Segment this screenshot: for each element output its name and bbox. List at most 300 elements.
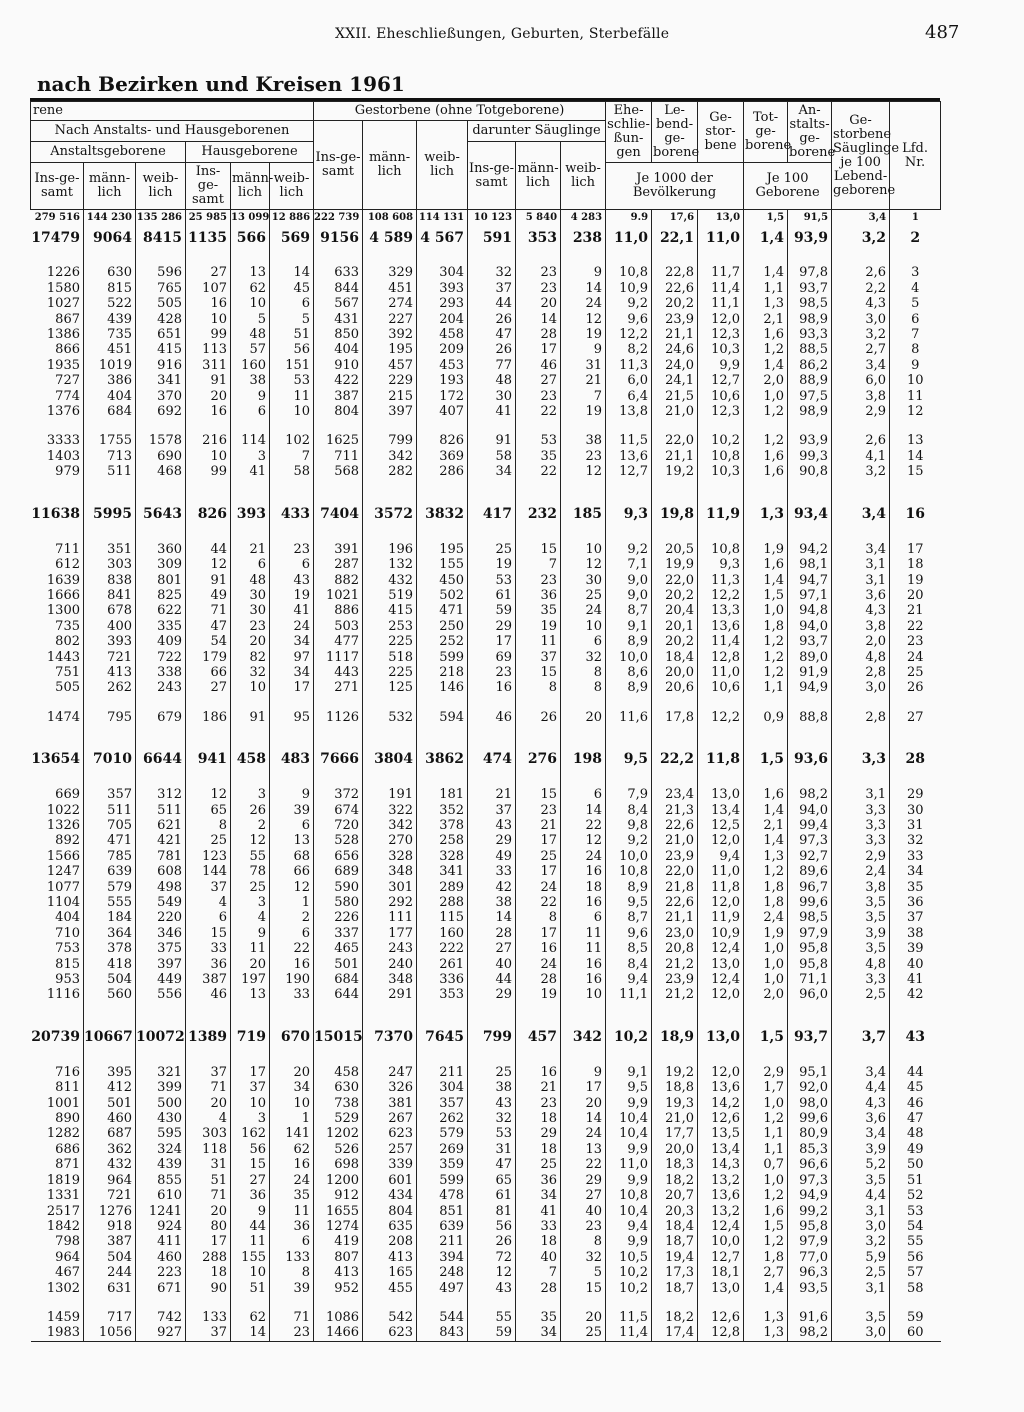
table-cell: 41 bbox=[516, 1204, 561, 1219]
table-cell: 36 bbox=[890, 895, 941, 910]
table-cell: 125 bbox=[363, 680, 417, 695]
table-cell: 579 bbox=[417, 1126, 468, 1141]
table-cell: 218 bbox=[417, 665, 468, 680]
table-cell bbox=[136, 725, 186, 747]
table-cell: 9,6 bbox=[606, 926, 652, 941]
table-cell: 9,9 bbox=[606, 1142, 652, 1157]
header-gestorbene: Gestorbene (ohne Totgeborene) bbox=[314, 102, 606, 121]
table-cell: 1,2 bbox=[744, 404, 788, 419]
table-cell: 1226 bbox=[46, 265, 80, 281]
table-cell: 151 bbox=[270, 358, 314, 373]
table-cell: 26 bbox=[468, 312, 516, 327]
table-cell bbox=[698, 419, 744, 433]
table-cell: 432 bbox=[84, 1157, 136, 1172]
table-cell: 11 bbox=[231, 941, 270, 956]
table-cell: 504 bbox=[84, 1250, 136, 1265]
table-cell: 2,1 bbox=[744, 312, 788, 327]
table-cell: 270 bbox=[363, 833, 417, 848]
table-cell: 3,5 bbox=[832, 1173, 890, 1188]
table-cell: 21,2 bbox=[652, 957, 698, 972]
table-cell: 71 bbox=[186, 603, 231, 618]
table-cell: 1,8 bbox=[744, 1250, 788, 1265]
table-cell: 608 bbox=[136, 864, 186, 879]
table-cell bbox=[31, 725, 84, 747]
table-cell: 114 131 bbox=[417, 210, 468, 226]
table-cell: 16 bbox=[561, 957, 606, 972]
table-cell: 8,4 bbox=[606, 803, 652, 818]
table-cell: 33 bbox=[270, 987, 314, 1002]
table-cell: 28 bbox=[468, 926, 516, 941]
table-cell: 18 bbox=[890, 557, 941, 572]
table-cell: 98,1 bbox=[788, 557, 832, 572]
table-cell: 36 bbox=[270, 1219, 314, 1234]
table-cell: 13 bbox=[561, 1142, 606, 1157]
table-cell: 25 bbox=[516, 849, 561, 864]
table-cell: 247 bbox=[363, 1065, 417, 1080]
table-cell: 651 bbox=[136, 327, 186, 342]
table-cell: 12 bbox=[186, 787, 231, 802]
table-cell bbox=[314, 528, 363, 542]
table-cell: 20 bbox=[186, 1204, 231, 1219]
table-cell bbox=[231, 419, 270, 433]
table-cell: 10,0 bbox=[698, 1234, 744, 1249]
header-gest-maennlich: männ-lich bbox=[363, 121, 417, 210]
table-cell bbox=[417, 773, 468, 787]
table-cell: 1,4 bbox=[744, 833, 788, 848]
table-cell: 47 bbox=[468, 327, 516, 342]
table-cell: 2,9 bbox=[744, 1065, 788, 1080]
table-cell bbox=[744, 696, 788, 710]
table-cell: 18 bbox=[516, 1142, 561, 1157]
table-cell bbox=[788, 773, 832, 787]
table-cell: 35 bbox=[516, 1310, 561, 1325]
table-cell: 3,0 bbox=[832, 312, 890, 327]
table-cell: 11 bbox=[231, 1234, 270, 1249]
table-cell: 6 bbox=[231, 404, 270, 419]
table-cell bbox=[270, 696, 314, 710]
table-cell: 328 bbox=[363, 849, 417, 864]
table-cell: 22 bbox=[516, 464, 561, 479]
table-cell: 311 bbox=[186, 358, 231, 373]
table-cell bbox=[832, 725, 890, 747]
table-cell: 1,8 bbox=[744, 619, 788, 634]
table-cell: 3,4 bbox=[832, 1126, 890, 1141]
table-cell: 595 bbox=[136, 1126, 186, 1141]
table-cell: 9,4 bbox=[606, 1219, 652, 1234]
table-cell: 10,3 bbox=[698, 464, 744, 479]
table-cell: 826 bbox=[186, 502, 231, 528]
table-cell: 1,0 bbox=[744, 957, 788, 972]
table-cell: 12,6 bbox=[698, 1111, 744, 1126]
table-cell: 678 bbox=[84, 603, 136, 618]
table-row bbox=[31, 480, 941, 502]
table-cell: 3,2 bbox=[832, 1234, 890, 1249]
table-cell: 269 bbox=[417, 1142, 468, 1157]
table-cell: 3,2 bbox=[832, 464, 890, 479]
table-cell: 26 bbox=[516, 710, 561, 725]
table-header bbox=[31, 102, 941, 210]
table-cell bbox=[136, 696, 186, 710]
table-cell bbox=[136, 1003, 186, 1025]
table-cell: 386 bbox=[84, 373, 136, 388]
table-cell: 8,4 bbox=[606, 957, 652, 972]
table-cell: 357 bbox=[417, 1096, 468, 1111]
table-cell: 31 bbox=[186, 1157, 231, 1172]
table-cell: 282 bbox=[363, 464, 417, 479]
table-cell: 721 bbox=[84, 650, 136, 665]
table-cell: 288 bbox=[417, 895, 468, 910]
table-cell: 20 bbox=[561, 1310, 606, 1325]
table-cell: 916 bbox=[136, 358, 186, 373]
table-cell: 1625 bbox=[314, 433, 363, 448]
table-cell: 37 bbox=[186, 880, 231, 895]
table-cell: 198 bbox=[561, 747, 606, 773]
table-cell: 94,0 bbox=[788, 803, 832, 818]
table-cell: 25 bbox=[468, 542, 516, 557]
table-cell bbox=[231, 696, 270, 710]
table-cell: 9,2 bbox=[606, 296, 652, 311]
table-cell: 56 bbox=[468, 1219, 516, 1234]
table-cell: 738 bbox=[314, 1096, 363, 1111]
table-cell: 18,4 bbox=[652, 1219, 698, 1234]
table-cell: 16 bbox=[561, 864, 606, 879]
table-cell bbox=[31, 419, 84, 433]
table-cell: 1 bbox=[270, 895, 314, 910]
table-cell: 12,0 bbox=[698, 833, 744, 848]
table-cell: 2,6 bbox=[832, 433, 890, 448]
table-cell: 58 bbox=[468, 449, 516, 464]
table-cell: 54 bbox=[890, 1219, 941, 1234]
table-cell: 132 bbox=[363, 557, 417, 572]
table-cell: 29 bbox=[468, 619, 516, 634]
table-cell: 45 bbox=[890, 1080, 941, 1095]
table-cell bbox=[516, 1003, 561, 1025]
table-cell: 179 bbox=[186, 650, 231, 665]
table-cell: 1 bbox=[270, 1111, 314, 1126]
table-cell bbox=[31, 1051, 84, 1065]
table-row bbox=[31, 296, 941, 311]
table-cell: 21,0 bbox=[652, 833, 698, 848]
table-cell: 41 bbox=[468, 404, 516, 419]
table-cell: 88,8 bbox=[788, 710, 832, 725]
table-cell: 413 bbox=[84, 665, 136, 680]
table-cell: 10,8 bbox=[606, 265, 652, 280]
table-cell: 17 bbox=[516, 342, 561, 357]
table-cell bbox=[84, 773, 136, 787]
table-cell: 431 bbox=[314, 312, 363, 327]
table-cell: 262 bbox=[84, 680, 136, 695]
table-cell: 1135 bbox=[186, 225, 231, 251]
table-cell: 10,2 bbox=[606, 1025, 652, 1051]
table-cell: 23,0 bbox=[652, 926, 698, 941]
table-cell: 11 bbox=[270, 389, 314, 404]
table-cell: 7 bbox=[516, 1265, 561, 1280]
table-cell: 3804 bbox=[363, 747, 417, 773]
table-cell: 2,2 bbox=[832, 281, 890, 296]
table-cell: 458 bbox=[231, 747, 270, 773]
table-cell: 1466 bbox=[314, 1325, 363, 1341]
table-cell: 23 bbox=[516, 389, 561, 404]
table-cell: 9,0 bbox=[606, 588, 652, 603]
table-cell: 964 bbox=[55, 1249, 80, 1265]
header-lfd-nr: Lfd. Nr. bbox=[890, 102, 941, 210]
table-cell: 882 bbox=[314, 573, 363, 588]
table-cell: 111 bbox=[363, 910, 417, 925]
table-cell: 1,2 bbox=[744, 634, 788, 649]
table-cell: 1639 bbox=[46, 572, 80, 588]
table-cell bbox=[832, 1296, 890, 1310]
table-cell: 28 bbox=[890, 747, 941, 773]
table-cell bbox=[890, 725, 941, 747]
table-cell: 457 bbox=[363, 358, 417, 373]
table-cell bbox=[136, 1051, 186, 1065]
table-cell: 3,3 bbox=[832, 972, 890, 987]
table-cell: 31 bbox=[561, 358, 606, 373]
table-cell: 20,6 bbox=[652, 680, 698, 695]
table-cell: 225 bbox=[363, 665, 417, 680]
table-row bbox=[31, 634, 941, 649]
table-cell bbox=[744, 528, 788, 542]
table-cell: 20,3 bbox=[652, 1204, 698, 1219]
table-cell: 286 bbox=[417, 464, 468, 479]
table-cell: 353 bbox=[417, 987, 468, 1002]
table-cell: 20739 bbox=[31, 1029, 80, 1046]
table-cell bbox=[468, 419, 516, 433]
table-cell: 1104 bbox=[46, 895, 80, 910]
table-cell bbox=[363, 251, 417, 265]
table-row bbox=[31, 557, 941, 572]
table-cell: 419 bbox=[314, 1234, 363, 1249]
table-cell: 20,0 bbox=[652, 1142, 698, 1157]
table-cell: 11,4 bbox=[698, 634, 744, 649]
table-cell: 36 bbox=[516, 588, 561, 603]
table-cell: 1,3 bbox=[744, 1325, 788, 1341]
table-cell: 32 bbox=[468, 1111, 516, 1126]
table-cell: 9,1 bbox=[606, 1065, 652, 1080]
table-cell bbox=[84, 528, 136, 542]
table-cell: 815 bbox=[55, 956, 80, 972]
table-cell: 69 bbox=[468, 650, 516, 665]
table-cell: 30 bbox=[231, 603, 270, 618]
table-cell: 53 bbox=[516, 433, 561, 448]
table-cell: 16 bbox=[186, 296, 231, 311]
header-je-1000: Je 1000 der Bevölkerung bbox=[606, 163, 744, 210]
table-cell: 12,0 bbox=[698, 895, 744, 910]
table-cell: 735 bbox=[84, 327, 136, 342]
table-cell: 542 bbox=[363, 1310, 417, 1325]
table-cell: 10667 bbox=[84, 1025, 136, 1051]
table-row bbox=[31, 1219, 941, 1234]
header-saeugl-weiblich: weib-lich bbox=[561, 142, 606, 210]
table-cell: 13 bbox=[231, 987, 270, 1002]
table-cell: 16 bbox=[561, 895, 606, 910]
table-cell: 4 567 bbox=[417, 225, 468, 251]
table-cell: 102 bbox=[270, 433, 314, 448]
table-cell: 58 bbox=[270, 464, 314, 479]
table-cell: 3,8 bbox=[832, 389, 890, 404]
table-cell: 18 bbox=[516, 1111, 561, 1126]
table-cell: 4 bbox=[186, 1111, 231, 1126]
table-cell: 10 bbox=[561, 987, 606, 1002]
table-cell: 690 bbox=[136, 449, 186, 464]
table-row bbox=[31, 1065, 941, 1080]
table-cell: 2,1 bbox=[744, 818, 788, 833]
table-cell: 15 bbox=[890, 464, 941, 479]
table-cell: 190 bbox=[270, 972, 314, 987]
table-cell bbox=[270, 1051, 314, 1065]
table-cell bbox=[231, 1051, 270, 1065]
table-cell bbox=[890, 419, 941, 433]
table-cell bbox=[186, 1296, 231, 1310]
table-cell: 52 bbox=[890, 1188, 941, 1203]
table-cell: 21,0 bbox=[652, 1111, 698, 1126]
table-cell bbox=[417, 480, 468, 502]
table-row bbox=[31, 373, 941, 388]
table-cell: 43 bbox=[468, 1096, 516, 1111]
table-cell: 98,2 bbox=[788, 787, 832, 802]
table-cell: 146 bbox=[417, 680, 468, 695]
table-cell: 1021 bbox=[314, 588, 363, 603]
table-cell: 37 bbox=[516, 650, 561, 665]
table-cell: 1,2 bbox=[744, 1188, 788, 1203]
table-cell: 215 bbox=[363, 389, 417, 404]
table-cell: 5 bbox=[231, 312, 270, 327]
table-cell bbox=[186, 725, 231, 747]
table-cell: 25 bbox=[890, 665, 941, 680]
table-cell: 362 bbox=[84, 1142, 136, 1157]
header-anstalt-insgesamt: Ins-ge-samt bbox=[31, 163, 84, 210]
table-cell: 5 bbox=[270, 312, 314, 327]
table-cell: 96,7 bbox=[788, 880, 832, 895]
table-cell bbox=[652, 773, 698, 787]
table-cell bbox=[606, 696, 652, 710]
table-cell: 94,0 bbox=[788, 619, 832, 634]
table-cell bbox=[652, 251, 698, 265]
table-cell: 22 bbox=[516, 404, 561, 419]
table-cell bbox=[31, 1296, 84, 1310]
table-cell: 2 bbox=[231, 818, 270, 833]
table-cell: 1,0 bbox=[744, 1173, 788, 1188]
table-cell bbox=[270, 725, 314, 747]
table-cell: 1,0 bbox=[744, 603, 788, 618]
table-cell: 20 bbox=[231, 634, 270, 649]
table-cell: 94,7 bbox=[788, 573, 832, 588]
table-cell: 10 bbox=[231, 296, 270, 311]
table-cell: 12 bbox=[468, 1265, 516, 1280]
table-cell: 698 bbox=[314, 1157, 363, 1172]
table-row bbox=[31, 818, 941, 833]
table-cell bbox=[136, 251, 186, 265]
table-cell: 114 bbox=[231, 433, 270, 448]
table-cell: 799 bbox=[468, 1025, 516, 1051]
table-cell: 243 bbox=[363, 941, 417, 956]
table-cell: 1566 bbox=[46, 848, 80, 864]
table-cell: 26 bbox=[468, 342, 516, 357]
table-cell: 342 bbox=[363, 818, 417, 833]
table-row bbox=[31, 880, 941, 895]
table-row bbox=[31, 588, 941, 603]
table-cell bbox=[606, 251, 652, 265]
page-number: 487 bbox=[925, 22, 960, 43]
table-cell: 96,6 bbox=[788, 1157, 832, 1172]
table-cell: 93,4 bbox=[788, 502, 832, 528]
table-cell: 2,0 bbox=[744, 987, 788, 1002]
table-cell: 16 bbox=[270, 957, 314, 972]
table-cell: 387 bbox=[186, 972, 231, 987]
table-cell: 12 bbox=[890, 404, 941, 419]
table-cell: 19,2 bbox=[652, 1065, 698, 1080]
table-cell: 16 bbox=[890, 502, 941, 528]
table-cell: 3,6 bbox=[832, 588, 890, 603]
table-cell: 4,3 bbox=[832, 603, 890, 618]
table-cell: 2,8 bbox=[832, 710, 890, 725]
table-cell: 455 bbox=[363, 1281, 417, 1296]
table-cell: 669 bbox=[55, 787, 80, 803]
table-cell: 123 bbox=[186, 849, 231, 864]
table-cell: 9.9 bbox=[606, 210, 652, 226]
table-cell: 48 bbox=[231, 573, 270, 588]
table-cell: 2,9 bbox=[832, 404, 890, 419]
table-cell: 11,0 bbox=[606, 225, 652, 251]
table-cell: 98,9 bbox=[788, 312, 832, 327]
table-cell: 7404 bbox=[314, 502, 363, 528]
table-cell: 115 bbox=[417, 910, 468, 925]
table-cell: 8 bbox=[516, 680, 561, 695]
table-cell: 3,4 bbox=[832, 210, 890, 226]
table-cell: 811 bbox=[55, 1080, 80, 1096]
table-cell bbox=[652, 419, 698, 433]
table-cell: 751 bbox=[55, 664, 80, 680]
table-cell: 195 bbox=[417, 542, 468, 557]
table-cell bbox=[270, 251, 314, 265]
table-cell bbox=[606, 419, 652, 433]
table-cell: 352 bbox=[417, 803, 468, 818]
table-cell: 94,8 bbox=[788, 603, 832, 618]
table-cell: 439 bbox=[84, 312, 136, 327]
table-cell: 505 bbox=[55, 680, 80, 696]
table-cell: 3572 bbox=[363, 502, 417, 528]
table-cell: 397 bbox=[136, 957, 186, 972]
table-cell: 28 bbox=[516, 1281, 561, 1296]
table-cell: 98,5 bbox=[788, 910, 832, 925]
table-cell: 43 bbox=[468, 818, 516, 833]
table-row bbox=[31, 895, 941, 910]
table-cell bbox=[417, 1003, 468, 1025]
table-row bbox=[31, 1281, 941, 1296]
table-cell: 633 bbox=[314, 265, 363, 280]
table-cell: 8,6 bbox=[606, 665, 652, 680]
table-cell: 1,4 bbox=[744, 1281, 788, 1296]
table-cell: 502 bbox=[417, 588, 468, 603]
table-cell: 10,9 bbox=[698, 926, 744, 941]
table-cell: 421 bbox=[136, 833, 186, 848]
table-cell: 11 bbox=[561, 926, 606, 941]
table-cell: 601 bbox=[363, 1173, 417, 1188]
running-head: XXII. Eheschließungen, Geburten, Sterbefälle bbox=[335, 26, 670, 42]
table-row bbox=[31, 1188, 941, 1203]
table-cell: 529 bbox=[314, 1111, 363, 1126]
table-cell bbox=[516, 696, 561, 710]
table-cell: 293 bbox=[417, 296, 468, 311]
table-cell: 4,8 bbox=[832, 957, 890, 972]
table-cell bbox=[516, 528, 561, 542]
table-cell: 689 bbox=[314, 864, 363, 879]
table-cell: 2,8 bbox=[832, 665, 890, 680]
table-cell: 45 bbox=[270, 281, 314, 296]
table-cell bbox=[136, 419, 186, 433]
table-cell: 21 bbox=[468, 787, 516, 802]
table-cell bbox=[468, 1003, 516, 1025]
